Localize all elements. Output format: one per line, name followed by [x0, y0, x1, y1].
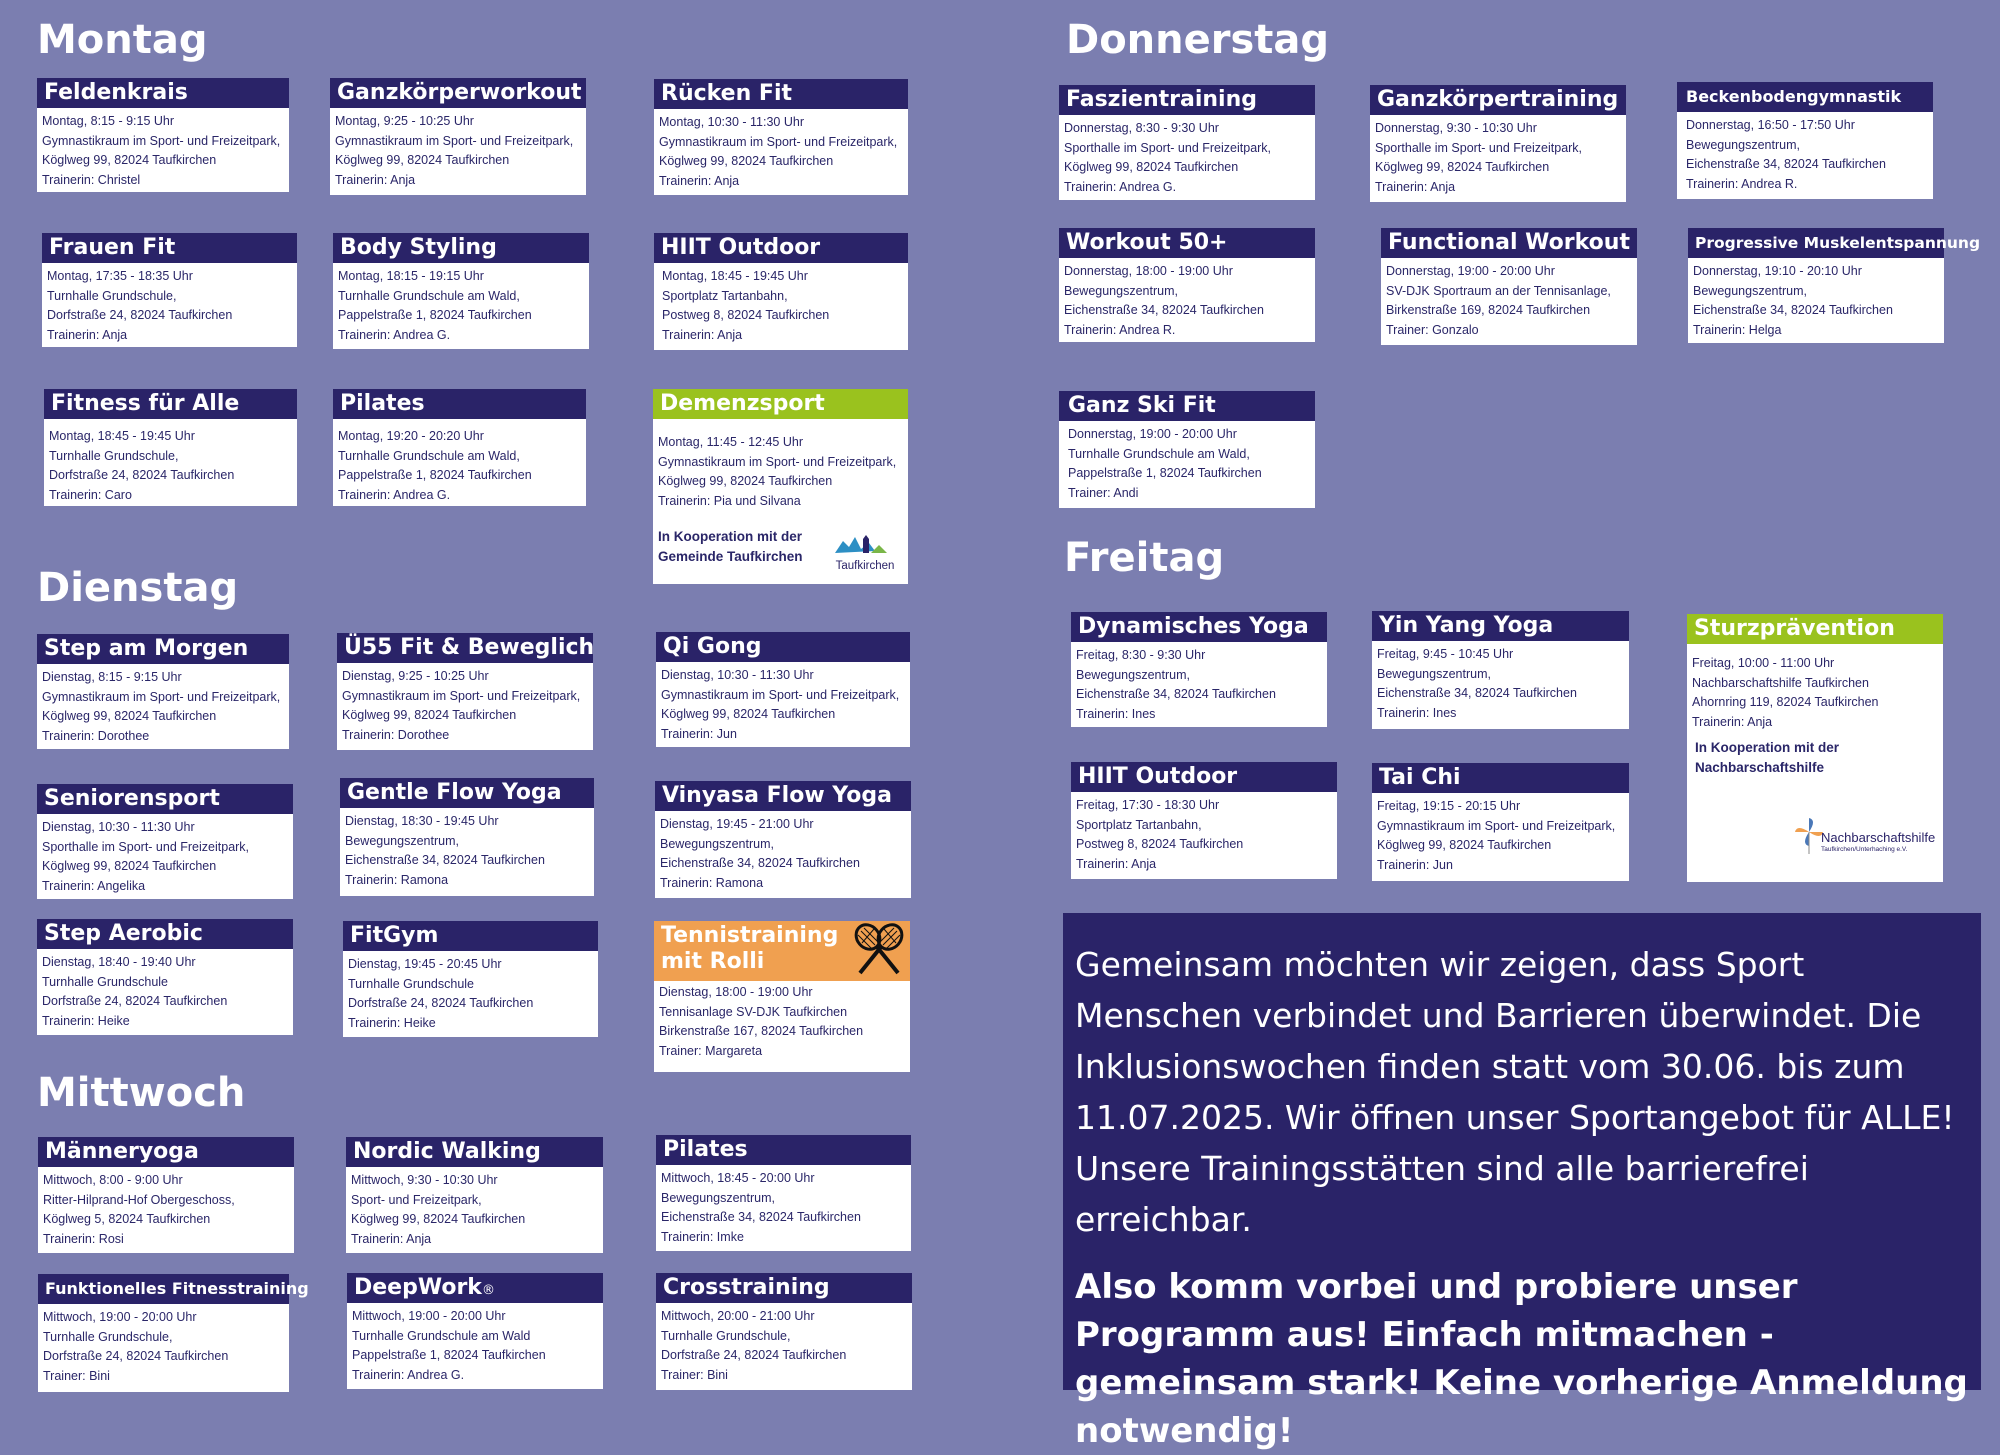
course-trainer: Trainerin: Christel — [42, 172, 141, 187]
cooperation-line: Nachbarschaftshilfe — [1695, 760, 1825, 775]
course-address: Dorfstraße 24, 82024 Taufkirchen — [43, 1349, 229, 1363]
course-card — [330, 78, 586, 195]
course-details — [333, 419, 586, 511]
course-trainer: Trainer: Gonzalo — [1386, 322, 1479, 337]
course-location: Turnhalle Grundschule am Wald, — [1068, 446, 1250, 461]
course-time: Mittwoch, 18:45 - 20:00 Uhr — [661, 1171, 815, 1185]
course-location: Turnhalle Grundschule — [348, 976, 474, 991]
course-location: Turnhalle Grundschule am Wald, — [338, 448, 520, 463]
course-details — [44, 419, 297, 511]
course-title: Step am Morgen — [37, 634, 289, 664]
course-card — [656, 632, 910, 747]
course-card — [1688, 228, 1981, 343]
course-trainer: Trainerin: Ines — [1377, 705, 1457, 720]
course-card-cooperation — [653, 389, 908, 584]
course-card — [1370, 85, 1626, 202]
course-location: Sporthalle im Sport- und Freizeitpark, — [42, 839, 250, 854]
course-card — [1381, 228, 1637, 345]
course-location: Gymnastikraum im Sport- und Freizeitpark, — [661, 687, 900, 702]
course-title: Faszientraining — [1059, 85, 1315, 115]
course-location: Bewegungszentrum, — [660, 836, 774, 851]
course-trainer: Trainer: Andi — [1068, 485, 1139, 500]
course-trainer: Trainerin: Angelika — [42, 878, 146, 893]
course-details — [340, 808, 594, 896]
course-time: Donnerstag, 9:30 - 10:30 Uhr — [1375, 121, 1537, 135]
course-address: Köglweg 99, 82024 Taufkirchen — [1375, 160, 1550, 174]
cooperation-line: In Kooperation mit der — [658, 529, 803, 544]
course-trainer: Trainerin: Anja — [1692, 714, 1773, 729]
course-details — [37, 108, 289, 196]
course-address: Eichenstraße 34, 82024 Taufkirchen — [1377, 686, 1577, 700]
course-title: Dynamisches Yoga — [1071, 612, 1327, 642]
course-card — [333, 233, 589, 349]
cooperation-note — [1692, 738, 1938, 778]
course-trainer: Trainerin: Heike — [42, 1013, 130, 1028]
course-location: Turnhalle Grundschule, — [49, 448, 179, 463]
course-title: Funktionelles Fitnesstraining — [38, 1274, 289, 1304]
course-card — [1677, 82, 1933, 199]
course-title: Ganzkörpertraining — [1370, 85, 1626, 115]
course-address: Köglweg 5, 82024 Taufkirchen — [43, 1212, 211, 1226]
course-title: Pilates — [333, 389, 586, 419]
course-time: Donnerstag, 19:00 - 20:00 Uhr — [1386, 264, 1555, 278]
course-location: Gymnastikraum im Sport- und Freizeitpark, — [658, 454, 897, 469]
course-time: Freitag, 19:15 - 20:15 Uhr — [1377, 799, 1521, 813]
course-location: Turnhalle Grundschule, — [47, 288, 177, 303]
course-location: Bewegungszentrum, — [1076, 667, 1190, 682]
course-address: Dorfstraße 24, 82024 Taufkirchen — [42, 994, 228, 1008]
course-details — [654, 109, 908, 197]
course-address: Köglweg 99, 82024 Taufkirchen — [1377, 838, 1552, 852]
course-trainer: Trainerin: Anja — [662, 327, 743, 342]
info-call-to-action: Also komm vorbei und probiere unser Programm aus! Einfach mitmachen - gemeinsam stark! Keine vorherige Anmeldung notwendig! — [1075, 1267, 1968, 1451]
course-time: Donnerstag, 18:00 - 19:00 Uhr — [1064, 264, 1233, 278]
course-card — [38, 1137, 294, 1253]
course-address: Dorfstraße 24, 82024 Taufkirchen — [661, 1348, 847, 1362]
course-address: Köglweg 99, 82024 Taufkirchen — [658, 474, 833, 488]
course-card — [654, 233, 908, 350]
course-location: Tennisanlage SV-DJK Taufkirchen — [659, 1004, 848, 1019]
course-trainer: Trainerin: Anja — [659, 173, 740, 188]
course-details — [1059, 421, 1315, 509]
course-trainer: Trainerin: Ramona — [345, 872, 449, 887]
course-address: Eichenstraße 34, 82024 Taufkirchen — [1064, 303, 1264, 317]
course-card-cooperation — [1687, 614, 1943, 882]
course-trainer: Trainerin: Imke — [661, 1229, 744, 1244]
course-trainer: Trainerin: Dorothee — [342, 727, 450, 742]
course-address: Postweg 8, 82024 Taufkirchen — [662, 308, 830, 322]
course-location: Turnhalle Grundschule, — [661, 1328, 791, 1343]
course-time: Mittwoch, 8:00 - 9:00 Uhr — [43, 1173, 183, 1187]
course-details — [1688, 258, 1944, 346]
course-address: Pappelstraße 1, 82024 Taufkirchen — [1068, 466, 1262, 480]
course-trainer: Trainerin: Andrea G. — [338, 327, 451, 342]
course-location: Bewegungszentrum, — [1377, 666, 1491, 681]
course-title: Frauen Fit — [42, 233, 297, 263]
course-location: Sportplatz Tartanbahn, — [662, 288, 788, 303]
course-card — [1059, 85, 1315, 200]
course-title: Pilates — [656, 1135, 911, 1165]
course-details — [1381, 258, 1637, 346]
course-location: Ritter-Hilprand-Hof Obergeschoss, — [43, 1192, 235, 1207]
course-title: Beckenbodengymnastik — [1677, 82, 1933, 112]
course-card — [42, 233, 297, 347]
course-trainer: Trainerin: Heike — [348, 1015, 436, 1030]
course-trainer: Trainer: Bini — [43, 1368, 110, 1383]
course-location: Turnhalle Grundschule am Wald — [352, 1328, 531, 1343]
day-heading-dienstag: Dienstag — [37, 565, 239, 611]
day-heading-mittwoch: Mittwoch — [37, 1070, 246, 1116]
day-heading-donnerstag: Donnerstag — [1066, 17, 1330, 63]
course-location: Turnhalle Grundschule, — [43, 1329, 173, 1344]
course-time: Donnerstag, 19:00 - 20:00 Uhr — [1068, 427, 1237, 441]
course-title: Qi Gong — [656, 632, 910, 662]
day-heading-freitag: Freitag — [1064, 535, 1225, 581]
course-trainer: Trainerin: Jun — [1377, 857, 1453, 872]
course-trainer: Trainerin: Andrea G. — [1064, 179, 1177, 194]
course-trainer: Trainer: Margareta — [659, 1043, 763, 1058]
course-title: Ganz Ski Fit — [1059, 391, 1315, 421]
course-time: Dienstag, 10:30 - 11:30 Uhr — [42, 820, 195, 834]
course-time: Montag, 19:20 - 20:20 Uhr — [338, 429, 484, 443]
course-title: Feldenkrais — [37, 78, 289, 108]
course-address: Köglweg 99, 82024 Taufkirchen — [42, 859, 217, 873]
course-time: Mittwoch, 9:30 - 10:30 Uhr — [351, 1173, 498, 1187]
course-time: Montag, 8:15 - 9:15 Uhr — [42, 114, 175, 128]
course-title: Step Aerobic — [37, 919, 293, 949]
course-address: Birkenstraße 167, 82024 Taufkirchen — [659, 1024, 864, 1038]
course-location: Bewegungszentrum, — [1686, 137, 1800, 152]
course-title: Demenzsport — [653, 389, 908, 419]
course-location: SV-DJK Sportraum an der Tennisanlage, — [1386, 283, 1611, 298]
course-title: Fitness für Alle — [44, 389, 297, 419]
tennis-rackets-icon — [852, 921, 906, 977]
course-title: Sturzprävention — [1687, 614, 1943, 644]
nachbarschaftshilfe-logo — [1793, 814, 1941, 858]
course-address: Dorfstraße 24, 82024 Taufkirchen — [348, 996, 534, 1010]
course-address: Pappelstraße 1, 82024 Taufkirchen — [338, 468, 532, 482]
course-address: Postweg 8, 82024 Taufkirchen — [1076, 837, 1244, 851]
course-details — [37, 949, 293, 1037]
course-address: Eichenstraße 34, 82024 Taufkirchen — [1686, 157, 1886, 171]
course-card — [44, 389, 297, 506]
course-time: Freitag, 17:30 - 18:30 Uhr — [1076, 798, 1220, 812]
course-details — [654, 981, 910, 1067]
course-trainer: Trainerin: Rosi — [43, 1231, 124, 1246]
course-time: Dienstag, 10:30 - 11:30 Uhr — [661, 668, 814, 682]
course-details — [1059, 258, 1315, 346]
info-intro-text: Gemeinsam möchten wir zeigen, dass Sport Menschen verbindet und Barrieren überwindet. Die Inklusionswochen finden statt vom 30.06. bis zum 11.07.2025. Wir öffnen unser Sportangebot für ALLE! Unsere Trainingsstätten sind alle barrierefrei erreichbar. — [1075, 945, 1955, 1239]
course-title: Progressive Muskelentspannung — [1688, 228, 1944, 258]
course-trainer: Trainerin: Helga — [1693, 322, 1782, 337]
course-details — [1071, 792, 1337, 880]
course-time: Donnerstag, 16:50 - 17:50 Uhr — [1686, 118, 1855, 132]
course-title: Gentle Flow Yoga — [340, 778, 594, 808]
course-title: HIIT Outdoor — [1071, 762, 1337, 792]
course-details — [347, 1303, 603, 1391]
course-details — [1372, 793, 1629, 881]
course-title: Rücken Fit — [654, 79, 908, 109]
course-card — [37, 634, 289, 749]
course-card — [1372, 611, 1629, 729]
course-address: Köglweg 99, 82024 Taufkirchen — [1064, 160, 1239, 174]
course-time: Montag, 11:45 - 12:45 Uhr — [658, 435, 803, 449]
course-details — [346, 1167, 603, 1255]
course-title: Vinyasa Flow Yoga — [655, 781, 911, 811]
course-card — [37, 919, 293, 1035]
course-details — [333, 263, 589, 351]
course-time: Freitag, 9:45 - 10:45 Uhr — [1377, 647, 1514, 661]
course-address: Köglweg 99, 82024 Taufkirchen — [342, 708, 517, 722]
course-card — [1071, 762, 1337, 879]
course-time: Mittwoch, 20:00 - 21:00 Uhr — [661, 1309, 815, 1323]
course-details — [656, 1165, 911, 1253]
course-location: Turnhalle Grundschule — [42, 974, 168, 989]
course-address: Pappelstraße 1, 82024 Taufkirchen — [352, 1348, 546, 1362]
course-details — [343, 951, 598, 1039]
course-details — [37, 814, 293, 902]
course-address: Köglweg 99, 82024 Taufkirchen — [351, 1212, 526, 1226]
course-card — [1372, 763, 1629, 881]
course-trainer: Trainerin: Ramona — [660, 875, 764, 890]
course-card — [337, 633, 593, 750]
course-time: Montag, 10:30 - 11:30 Uhr — [659, 115, 804, 129]
course-details — [337, 663, 593, 751]
course-time: Montag, 18:45 - 19:45 Uhr — [662, 269, 808, 283]
course-title: Crosstraining — [656, 1273, 912, 1303]
course-details — [1372, 641, 1629, 729]
course-details — [654, 263, 908, 351]
course-details — [38, 1167, 294, 1255]
course-details — [1071, 642, 1327, 730]
course-time: Dienstag, 8:15 - 9:15 Uhr — [42, 670, 182, 684]
course-title: Functional Workout — [1381, 228, 1637, 258]
course-title: Yin Yang Yoga — [1372, 611, 1629, 641]
course-card — [346, 1137, 603, 1253]
course-title — [347, 1273, 603, 1303]
course-time: Mittwoch, 19:00 - 20:00 Uhr — [43, 1310, 197, 1324]
course-card — [343, 921, 598, 1037]
course-details — [42, 263, 297, 351]
course-card — [1059, 228, 1315, 342]
course-location: Sportplatz Tartanbahn, — [1076, 817, 1202, 832]
course-trainer: Trainerin: Andrea R. — [1686, 176, 1798, 191]
course-details — [655, 811, 911, 899]
course-title: Workout 50+ — [1059, 228, 1315, 258]
course-trainer: Trainerin: Jun — [661, 726, 737, 741]
course-trainer: Trainerin: Dorothee — [42, 728, 150, 743]
course-details — [38, 1304, 289, 1392]
town-skyline-icon — [829, 531, 901, 557]
course-details — [1370, 115, 1626, 203]
course-time: Donnerstag, 19:10 - 20:10 Uhr — [1693, 264, 1862, 278]
course-details — [656, 662, 910, 750]
course-trainer: Trainerin: Andrea R. — [1064, 322, 1176, 337]
course-details — [656, 1303, 912, 1391]
course-title-line: mit Rolli — [661, 949, 765, 974]
course-time: Freitag, 8:30 - 9:30 Uhr — [1076, 648, 1206, 662]
course-details — [1677, 112, 1933, 200]
course-details — [1687, 644, 1943, 784]
course-title: Ü55 Fit & Beweglich — [337, 633, 593, 663]
course-trainer: Trainerin: Anja — [1375, 179, 1456, 194]
course-trainer: Trainerin: Andrea G. — [338, 487, 451, 502]
course-time: Dienstag, 9:25 - 10:25 Uhr — [342, 669, 489, 683]
course-address: Ahornring 119, 82024 Taufkirchen — [1692, 695, 1879, 709]
course-address: Eichenstraße 34, 82024 Taufkirchen — [1076, 687, 1276, 701]
course-location: Bewegungszentrum, — [1693, 283, 1807, 298]
course-address: Eichenstraße 34, 82024 Taufkirchen — [1693, 303, 1893, 317]
course-time: Dienstag, 19:45 - 20:45 Uhr — [348, 957, 502, 971]
course-time: Dienstag, 18:00 - 19:00 Uhr — [659, 985, 813, 999]
course-time: Freitag, 10:00 - 11:00 Uhr — [1692, 656, 1835, 670]
logo-text: Taufkirchen — [835, 560, 895, 572]
course-card — [654, 79, 908, 195]
course-trainer: Trainerin: Ines — [1076, 706, 1156, 721]
course-trainer: Trainerin: Andrea G. — [352, 1367, 465, 1382]
course-time: Dienstag, 18:30 - 19:45 Uhr — [345, 814, 499, 828]
course-address: Dorfstraße 24, 82024 Taufkirchen — [47, 308, 233, 322]
course-trainer: Trainer: Bini — [661, 1367, 728, 1382]
course-title: Seniorensport — [37, 784, 293, 814]
course-location: Gymnastikraum im Sport- und Freizeitpark, — [42, 689, 281, 704]
course-location: Bewegungszentrum, — [1064, 283, 1178, 298]
course-location: Sport- und Freizeitpark, — [351, 1192, 482, 1207]
course-trainer: Trainerin: Anja — [1076, 856, 1157, 871]
course-details — [330, 108, 586, 196]
course-details — [1059, 115, 1315, 203]
course-title: HIIT Outdoor — [654, 233, 908, 263]
course-card — [655, 781, 911, 898]
course-location: Gymnastikraum im Sport- und Freizeitpark, — [1377, 818, 1616, 833]
course-title: Nordic Walking — [346, 1137, 603, 1167]
cooperation-line: In Kooperation mit der — [1695, 740, 1840, 755]
course-title: Tai Chi — [1372, 763, 1629, 793]
course-time: Dienstag, 19:45 - 21:00 Uhr — [660, 817, 814, 831]
course-address: Birkenstraße 169, 82024 Taufkirchen — [1386, 303, 1591, 317]
course-location: Gymnastikraum im Sport- und Freizeitpark, — [342, 688, 581, 703]
day-heading-montag: Montag — [37, 17, 208, 63]
course-card — [340, 778, 594, 896]
course-card — [37, 784, 293, 899]
course-address: Pappelstraße 1, 82024 Taufkirchen — [338, 308, 532, 322]
course-card — [38, 1274, 309, 1392]
course-address: Köglweg 99, 82024 Taufkirchen — [659, 154, 834, 168]
course-time: Donnerstag, 8:30 - 9:30 Uhr — [1064, 121, 1219, 135]
course-location: Bewegungszentrum, — [661, 1190, 775, 1205]
course-location: Bewegungszentrum, — [345, 833, 459, 848]
course-location: Gymnastikraum im Sport- und Freizeitpark, — [335, 133, 574, 148]
course-location: Sporthalle im Sport- und Freizeitpark, — [1064, 140, 1272, 155]
course-time: Montag, 9:25 - 10:25 Uhr — [335, 114, 474, 128]
course-location: Gymnastikraum im Sport- und Freizeitpark, — [659, 134, 898, 149]
course-trainer: Trainerin: Anja — [335, 172, 416, 187]
course-card — [347, 1273, 603, 1389]
course-card-tennis — [654, 921, 910, 1072]
course-time: Montag, 18:15 - 19:15 Uhr — [338, 269, 484, 283]
course-time: Montag, 18:45 - 19:45 Uhr — [49, 429, 195, 443]
course-address: Eichenstraße 34, 82024 Taufkirchen — [660, 856, 860, 870]
course-card — [333, 389, 586, 506]
course-address: Eichenstraße 34, 82024 Taufkirchen — [345, 853, 545, 867]
course-card — [37, 78, 289, 192]
course-title: Ganzkörperworkout — [330, 78, 586, 108]
course-trainer: Trainerin: Anja — [47, 327, 128, 342]
course-time: Dienstag, 18:40 - 19:40 Uhr — [42, 955, 196, 969]
course-trainer: Trainerin: Anja — [351, 1231, 432, 1246]
course-title: FitGym — [343, 921, 598, 951]
logo-subtext: Taufkirchen/Unterhaching e.V. — [1821, 846, 1908, 853]
course-details — [37, 664, 289, 752]
course-address: Köglweg 99, 82024 Taufkirchen — [335, 153, 510, 167]
course-time: Montag, 17:35 - 18:35 Uhr — [47, 269, 193, 283]
course-time: Mittwoch, 19:00 - 20:00 Uhr — [352, 1309, 506, 1323]
course-title: Body Styling — [333, 233, 589, 263]
course-address: Köglweg 99, 82024 Taufkirchen — [661, 707, 836, 721]
logo-text: Nachbarschaftshilfe — [1821, 830, 1936, 845]
course-card — [656, 1135, 911, 1251]
course-location: Sporthalle im Sport- und Freizeitpark, — [1375, 140, 1583, 155]
course-address: Köglweg 99, 82024 Taufkirchen — [42, 153, 217, 167]
taufkirchen-logo — [829, 531, 901, 571]
course-location: Gymnastikraum im Sport- und Freizeitpark, — [42, 133, 281, 148]
course-address: Dorfstraße 24, 82024 Taufkirchen — [49, 468, 235, 482]
course-trainer: Trainerin: Caro — [49, 487, 132, 502]
course-address: Köglweg 99, 82024 Taufkirchen — [42, 709, 217, 723]
course-card — [656, 1273, 912, 1390]
course-title-text: DeepWork — [354, 1275, 482, 1300]
course-card — [1059, 391, 1315, 508]
cooperation-line: Gemeinde Taufkirchen — [658, 549, 803, 564]
course-trainer: Trainerin: Pia und Silvana — [658, 493, 801, 508]
course-title-line: Tennistraining — [661, 923, 839, 948]
registered-mark: ® — [481, 1283, 495, 1298]
info-box — [1063, 913, 1981, 1451]
course-location: Turnhalle Grundschule am Wald, — [338, 288, 520, 303]
course-card — [1071, 612, 1327, 727]
course-title: Männeryoga — [38, 1137, 294, 1167]
course-address: Eichenstraße 34, 82024 Taufkirchen — [661, 1210, 861, 1224]
course-location: Nachbarschaftshilfe Taufkirchen — [1692, 675, 1869, 690]
